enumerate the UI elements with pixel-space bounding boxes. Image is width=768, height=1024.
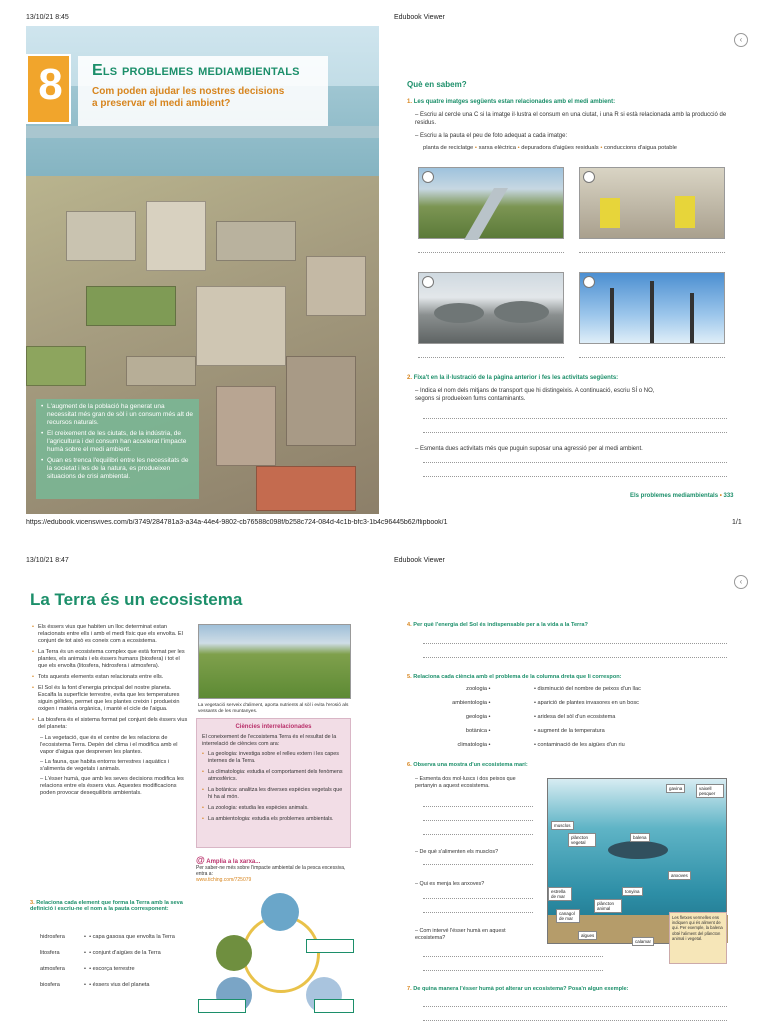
q3-block [30,900,190,912]
sciences-box-intro: El coneixement de l'ecosistema Terra és el resultat de la interrelació de ciències com ara: [202,734,337,747]
q7-number: 7. [407,986,412,992]
bullet-text: • Els éssers vius que habiten un lloc determinat estan relacionats entre ells i amb el medi físic que els envolta. El conjunt de tot això es coneix com a ecosistema. [32,624,190,645]
print-page-count: 1/1 [732,519,742,526]
q6-item3: – Qui es menja les anxoves? [415,881,485,887]
science-item: • La botànica: analitza les diverses espècies vegetals que hi ha al món. [202,787,345,801]
chapter-number: 8 [38,60,63,109]
q6-text: Observa una mostra d'un ecosistema marí: [413,762,528,768]
answer-circle[interactable] [422,171,434,183]
print-datetime-2: 13/10/21 8:47 [26,557,69,564]
label-gavina: gavina [666,784,685,793]
q5-matching: zoologia • • disminució del nombre de peixos d'un llac ambientologia • • aparició de plantes invasores en un bosc geologia • • aridesa del sòl d'un ecosistema botànica • • augment de la temperatura climatologia • • contaminació de les aigües d'un riu [452,686,641,748]
science-item: • La ambientologia: estudia els problemes ambientals. [202,816,345,823]
earth-spheres-diagram [206,893,356,1015]
info-box [36,399,199,499]
city-illustration [26,26,379,514]
q3-text: Relaciona cada element que forma la Terra amb la seva definició i escriu-ne el nom a la pauta corresponent: [30,900,183,912]
activities-column [407,80,727,152]
label-canagol: canagol de mar [556,909,580,923]
answer-box[interactable] [314,999,354,1013]
theory-bullets [32,624,190,797]
page-nav-handle-2[interactable]: ‹ [734,575,748,589]
q1-text: Les quatre imatges següents estan relacionades amb el medi ambient: [413,99,616,105]
label-musclos: musclos [551,821,574,830]
bullet-text: • La Terra és un ecosistema complex que està format per les plantes, els animals i els éssers humans (biosfera) i tot el que els envolta (litosfera, hidrosfera i atmosfera). [32,649,190,670]
q1-item2: – Escriu a la pauta el peu de foto adequat a cada imatge: [415,133,568,139]
chapter-subtitle: Com poden ajudar les nostres decisions a preservar el medi ambient? [92,86,285,109]
page-nav-handle[interactable]: ‹ [734,33,748,47]
print-app-title-2: Edubook Viewer [394,557,445,564]
bullet-text: • La biosfera és el sistema format pel conjunt dels éssers vius del planeta: [32,717,190,731]
web-box-title: Amplia a la xarxa... [206,859,261,865]
page-spread-2 [26,568,742,1024]
q2-number: 2. [407,375,413,381]
page-footer: Els problemes mediambientals • 333 [630,493,734,499]
sciences-box-title: Ciències interrelacionades [235,724,312,730]
q1-item1: – Escriu al cercle una C si la imatge il·lustra el consum en una ciutat, i una R si està relacionada amb la producció de residus. [415,112,727,126]
answer-circle[interactable] [422,276,434,288]
q4-text: Per què l'energia del Sol és indispensable per a la vida a la Terra? [413,622,588,628]
q4-block [407,622,727,628]
q6-block [407,762,727,768]
photo-water-pipes [418,167,564,239]
web-box-link[interactable]: www.tiching.com/725079 [196,877,252,883]
answer-box[interactable] [198,999,246,1013]
sub-bullet-text: – L'ésser humà, que amb les seves decisions modifica les relacions entre els éssers vius. Aquestes modificacions poden provocar desequilibris ambientals. [40,776,184,796]
q7-text: De quina manera l'ésser humà pot alterar un ecosistema? Posa'n algun exemple: [413,986,629,992]
q6-item4: – Com intervé l'ésser humà en aquest ecosistema? [415,928,506,941]
q7-block [407,986,727,992]
science-item: • La climatologia: estudia el comportament dels fenòmens atmosfèrics. [202,769,345,783]
bullet-text: • El Sol és la font d'energia principal del nostre planeta. Escalfa la superfície terrestre, evita que les temperatures siguin gèlides, permet que les plantes creixin i produeixin oxigen i matèria orgànica, i manté el cicle de l'aigua. [32,685,190,713]
photo-power-grid [579,272,725,344]
label-vaixell: vaixell pesquer [696,784,724,798]
q3-matching: hidrosfera • • capa gasosa que envolta la Terra litosfera • • conjunt d'aigües de la Terra atmosfera • • escorça terrestre biosfera • • éssers vius del planeta [40,934,175,988]
print-datetime: 13/10/21 8:45 [26,14,69,21]
answer-circle[interactable] [583,276,595,288]
bullet-text: • Tots aquests elements estan relacionats entre ells. [32,674,190,681]
info-point: • Quan es trenca l'equilibri entre les necessitats de la societat i les de la natura, es produeixen situacions de crisi ambiental. [41,457,194,481]
label-balena: balena [630,833,650,842]
photo-caption: La vegetació serveix d'aliment, aporta nutrients al sòl i evita l'erosió als vessants de les muntanyes. [198,703,349,714]
sub-bullet-text: – La vegetació, que és el centre de les relacions de l'ecosistema Terra. Depèn del clima i el modifica amb el vapor d'aigua que desprenen les plantes. [40,735,178,755]
q3-number: 3. [30,900,35,906]
answer-box[interactable] [306,939,354,953]
q4-number: 4. [407,622,412,628]
label-plancton-animal: plàncton animal [594,899,622,913]
q6-item1: – Esmenta dos mol·luscs i dos peixos que pertanyin a aquest ecosistema. [415,776,516,789]
print-url: https://edubook.vicensvives.com/b/3749/284781a3-a34a-44e4-9802-cb76588c098f/b258c724-084d-4c1b-bfc3-1b4c96445b62/flipbook/1 [26,519,448,526]
page-spread-1 [26,26,742,514]
q2-block [407,375,727,403]
q2-item2: – Esmenta dues activitats més que puguin suposar una agressió per al medi ambient. [415,446,643,452]
label-anxoves: anxoves [668,871,691,880]
label-estrella: estrella de mar [548,887,572,901]
label-tonyina: tonyina [622,887,643,896]
q2-item1: – Indica el nom dels mitjans de transport que hi distingeixis. A continuació, escriu SÍ o NO, segons si produeixen fums contaminants. [415,388,655,402]
photo-landscape [198,624,351,699]
q5-number: 5. [407,674,412,680]
q2-text: Fixa't en la il·lustració de la pàgina anterior i fes les activitats següents: [413,375,619,381]
q6-number: 6. [407,762,412,768]
photo-water-treatment [418,272,564,344]
label-plancton-vegetal: plàncton vegetal [568,833,596,847]
q1-number: 1. [407,99,413,105]
q6-item2: – De què s'alimenten els musclos? [415,849,499,855]
chapter-title: Els problemes mediambientals [92,62,300,79]
chapter-number-box [26,54,71,124]
info-point: • L'augment de la població ha generat una necessitat més gran de sòl i un consum més alt de recursos naturals. [41,403,194,427]
section-title: Què en sabem? [407,80,467,89]
info-point: • El creixement de les ciutats, de la indústria, de l'agricultura i del consum han accelerat l'impacte humà sobre el medi ambient. [41,430,194,454]
page2-title: La Terra és un ecosistema [30,590,243,609]
diagram-note: Les fletxes vermelles ens indiquen qui és aliment de qui. Per exemple, la balena obté l'aliment del plàncton animal i vegetal. [669,912,727,964]
print-app-title: Edubook Viewer [394,14,445,21]
q5-text: Relaciona cada ciència amb el problema de la columna dreta que li correspon: [413,674,622,680]
q5-block [407,674,727,680]
photo-recycling-plant [579,167,725,239]
label-algues: algues [578,931,597,940]
answer-circle[interactable] [583,171,595,183]
science-item: • La zoologia: estudia les espècies animals. [202,805,345,812]
label-calamar: calamar [632,937,654,946]
science-item: • La geologia: investiga sobre el relleu extern i les capes internes de la Terra. [202,751,345,765]
web-box: @ Amplia a la xarxa... Per saber-ne més sobre l'impacte ambiental de la pesca excessiva, entra a: www.tiching.com/725079 [196,855,351,883]
q1-options: planta de reciclatge • xarxa elèctrica • depuradora d'aigües residuals • conduccions d'aigua potable [423,145,677,151]
web-box-text: Per saber-ne més sobre l'impacte ambiental de la pesca excessiva, entra a: [196,865,346,877]
sciences-box [196,718,351,848]
sub-bullet-text: – La fauna, que habita entorns terrestres i aquàtics i s'alimenta de vegetals i animals. [40,759,170,772]
